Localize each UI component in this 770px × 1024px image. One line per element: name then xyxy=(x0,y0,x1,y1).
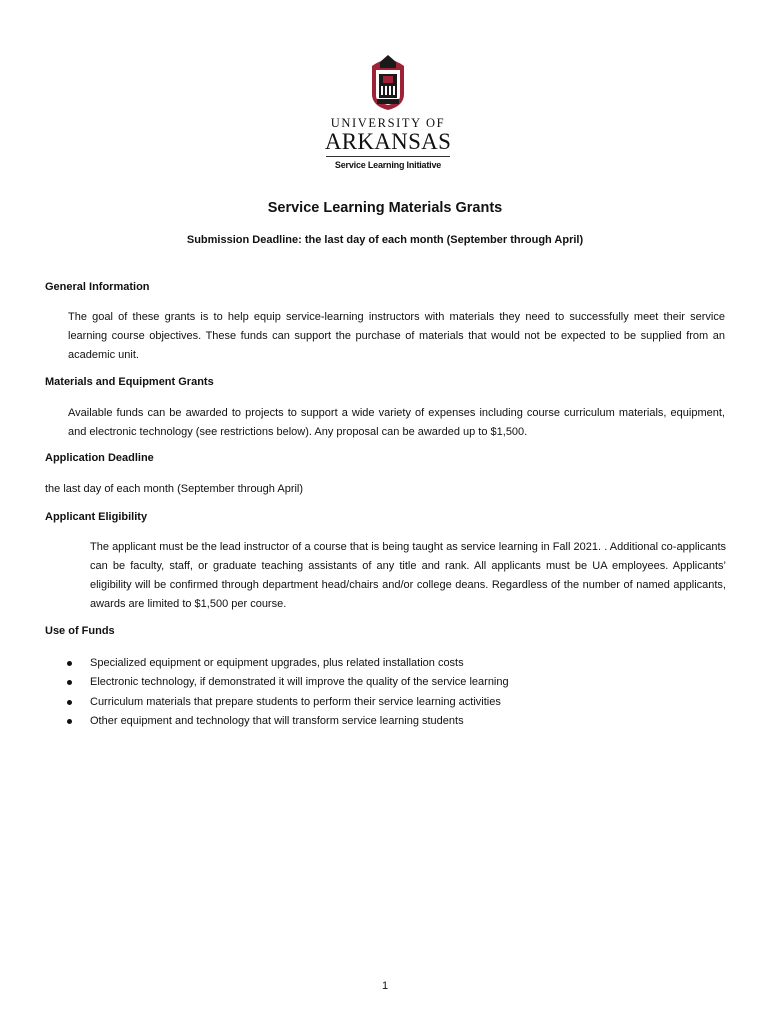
bullet-icon xyxy=(67,680,72,685)
list-item xyxy=(64,673,509,692)
use-of-funds-list xyxy=(64,654,509,731)
general-info-heading: General Information xyxy=(45,281,150,293)
list-item xyxy=(64,654,509,673)
list-item-text: Electronic technology, if demonstrated it will improve the quality of the service learning xyxy=(90,676,509,689)
bullet-icon xyxy=(67,661,72,666)
use-of-funds-heading: Use of Funds xyxy=(45,625,115,637)
general-info-text: The goal of these grants is to help equip service-learning instructors with materials they need to successfully meet their service learning course objectives. These funds can support the purchase of materials that would not be expected to be supplied from an academic unit. xyxy=(68,311,725,361)
list-item-text: Curriculum materials that prepare students to perform their service learning activities xyxy=(90,695,501,708)
logo-arkansas: ARKANSAS xyxy=(324,129,452,154)
page-number: 1 xyxy=(381,980,389,992)
old-main-seal-icon xyxy=(358,52,418,112)
materials-grants-text: Available funds can be awarded to projects to support a wide variety of expenses including course curriculum materials, equipment, and electronic technology (see restrictions below). Any proposal can be awarded up to $1,500. xyxy=(68,407,725,438)
materials-grants-heading: Materials and Equipment Grants xyxy=(45,376,214,388)
logo-university-of: UNIVERSITY OF xyxy=(330,116,446,130)
list-item xyxy=(64,693,509,712)
application-deadline-heading: Application Deadline xyxy=(45,452,154,464)
applicant-eligibility-heading: Applicant Eligibility xyxy=(45,511,148,523)
logo-divider xyxy=(326,156,450,157)
list-item-text: Specialized equipment or equipment upgrades, plus related installation costs xyxy=(90,657,464,669)
list-item-text: Other equipment and technology that will transform service learning students xyxy=(90,714,464,727)
university-logo xyxy=(324,52,452,170)
application-deadline-text: the last day of each month (September through April) xyxy=(45,483,304,495)
list-item xyxy=(64,712,509,731)
submission-deadline: Submission Deadline: the last day of each month (September through April) xyxy=(186,234,584,246)
applicant-eligibility-text: The applicant must be the lead instructor of a course that is being taught as service learning in Fall 2021. . Additional co-applicants can be faculty, staff, or graduate teaching assistants of any title and rank. All applicants must be UA employees. Applicants’ eligibility will be confirmed through department head/chairs and/or college deans. Regardless of the number of named applicants, awards are limited to $1,500 per course. xyxy=(90,541,726,610)
document-title: Service Learning Materials Grants xyxy=(267,200,503,216)
bullet-icon xyxy=(67,719,72,724)
logo-initiative-name: Service Learning Initiative xyxy=(334,160,442,170)
bullet-icon xyxy=(67,700,72,705)
